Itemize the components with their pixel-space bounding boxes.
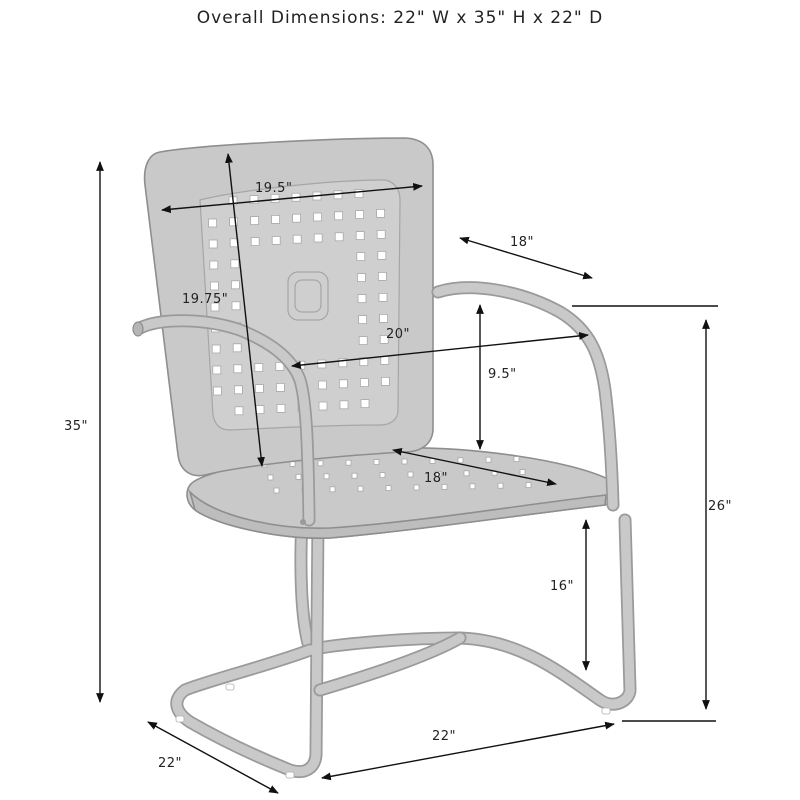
pattern-cutout: [231, 260, 239, 268]
pattern-cutout: [381, 356, 389, 364]
pattern-cutout: [358, 486, 363, 491]
pattern-cutout: [361, 400, 369, 408]
pattern-cutout: [360, 379, 368, 387]
pattern-cutout: [256, 406, 264, 414]
chair-illustration: [133, 138, 630, 778]
pattern-cutout: [378, 251, 386, 259]
pattern-cutout: [357, 274, 365, 282]
pattern-cutout: [379, 293, 387, 301]
pattern-cutout: [324, 474, 329, 479]
pattern-cutout: [464, 471, 469, 476]
pattern-cutout: [330, 487, 335, 492]
pattern-cutout: [458, 458, 463, 463]
pattern-cutout: [514, 457, 519, 462]
pattern-cutout: [234, 365, 242, 373]
pattern-cutout: [251, 238, 259, 246]
pattern-cutout: [381, 377, 389, 385]
pattern-cutout: [339, 380, 347, 388]
pattern-cutout: [231, 281, 239, 289]
pattern-cutout: [318, 360, 326, 368]
pattern-cutout: [233, 344, 241, 352]
arm-above-seat-label: 9.5": [488, 367, 517, 382]
pattern-cutout: [314, 234, 322, 242]
seat-height-label: 16": [550, 579, 575, 594]
pattern-cutout: [255, 385, 263, 393]
pattern-cutout: [293, 214, 301, 222]
pattern-cutout: [414, 485, 419, 490]
pattern-cutout: [234, 386, 242, 394]
pattern-cutout: [520, 470, 525, 475]
pattern-cutout: [213, 387, 221, 395]
pattern-cutout: [380, 314, 388, 322]
pattern-cutout: [386, 486, 391, 491]
pattern-cutout: [319, 402, 327, 410]
overall-width-label: 22": [432, 729, 457, 744]
pattern-cutout: [272, 236, 280, 244]
pattern-cutout: [230, 218, 238, 226]
pattern-cutout: [255, 364, 263, 372]
pattern-cutout: [402, 459, 407, 464]
pattern-cutout: [210, 261, 218, 269]
arm-height-label: 26": [708, 499, 733, 514]
inner-width-label: 20": [386, 327, 411, 342]
pattern-cutout: [378, 272, 386, 280]
arm-depth-label: 18": [510, 235, 535, 250]
pattern-cutout: [359, 316, 367, 324]
pattern-cutout: [377, 230, 385, 238]
pattern-cutout: [356, 232, 364, 240]
overall-width-line: [322, 724, 614, 778]
pattern-cutout: [268, 475, 273, 480]
pattern-cutout: [213, 366, 221, 374]
pattern-cutout: [346, 460, 351, 465]
pattern-cutout: [318, 381, 326, 389]
pattern-cutout: [335, 212, 343, 220]
pattern-cutout: [232, 302, 240, 310]
pattern-cutout: [334, 191, 342, 199]
pattern-cutout: [374, 460, 379, 465]
pattern-cutout: [235, 407, 243, 415]
pattern-cutout: [296, 474, 301, 479]
pattern-cutout: [486, 457, 491, 462]
pattern-cutout: [357, 253, 365, 261]
overall-height-label: 35": [64, 419, 89, 434]
pattern-cutout: [318, 461, 323, 466]
pattern-cutout: [251, 217, 259, 225]
pattern-cutout: [498, 483, 503, 488]
pattern-cutout: [359, 337, 367, 345]
pattern-cutout: [293, 235, 301, 243]
chair-base: [176, 520, 630, 778]
pattern-cutout: [340, 401, 348, 409]
page-title: Overall Dimensions: 22" W x 35" H x 22" D: [196, 8, 604, 28]
pattern-cutout: [209, 219, 217, 227]
pattern-cutout: [212, 345, 220, 353]
pattern-cutout: [470, 484, 475, 489]
pattern-cutout: [277, 404, 285, 412]
pattern-cutout: [272, 215, 280, 223]
pattern-cutout: [526, 483, 531, 488]
overall-depth-label: 22": [158, 756, 183, 771]
pattern-cutout: [358, 295, 366, 303]
pattern-cutout: [209, 240, 217, 248]
back-width-label: 19.5": [255, 181, 293, 196]
pattern-cutout: [356, 211, 364, 219]
pattern-cutout: [355, 190, 363, 198]
back-height-label: 19.75": [182, 292, 229, 307]
pattern-cutout: [352, 473, 357, 478]
seat-depth-label: 18": [424, 471, 449, 486]
pattern-cutout: [314, 213, 322, 221]
pattern-cutout: [276, 383, 284, 391]
pattern-cutout: [335, 233, 343, 241]
pattern-cutout: [210, 282, 218, 290]
pattern-cutout: [408, 472, 413, 477]
pattern-cutout: [380, 473, 385, 478]
pattern-cutout: [377, 209, 385, 217]
pattern-cutout: [274, 488, 279, 493]
